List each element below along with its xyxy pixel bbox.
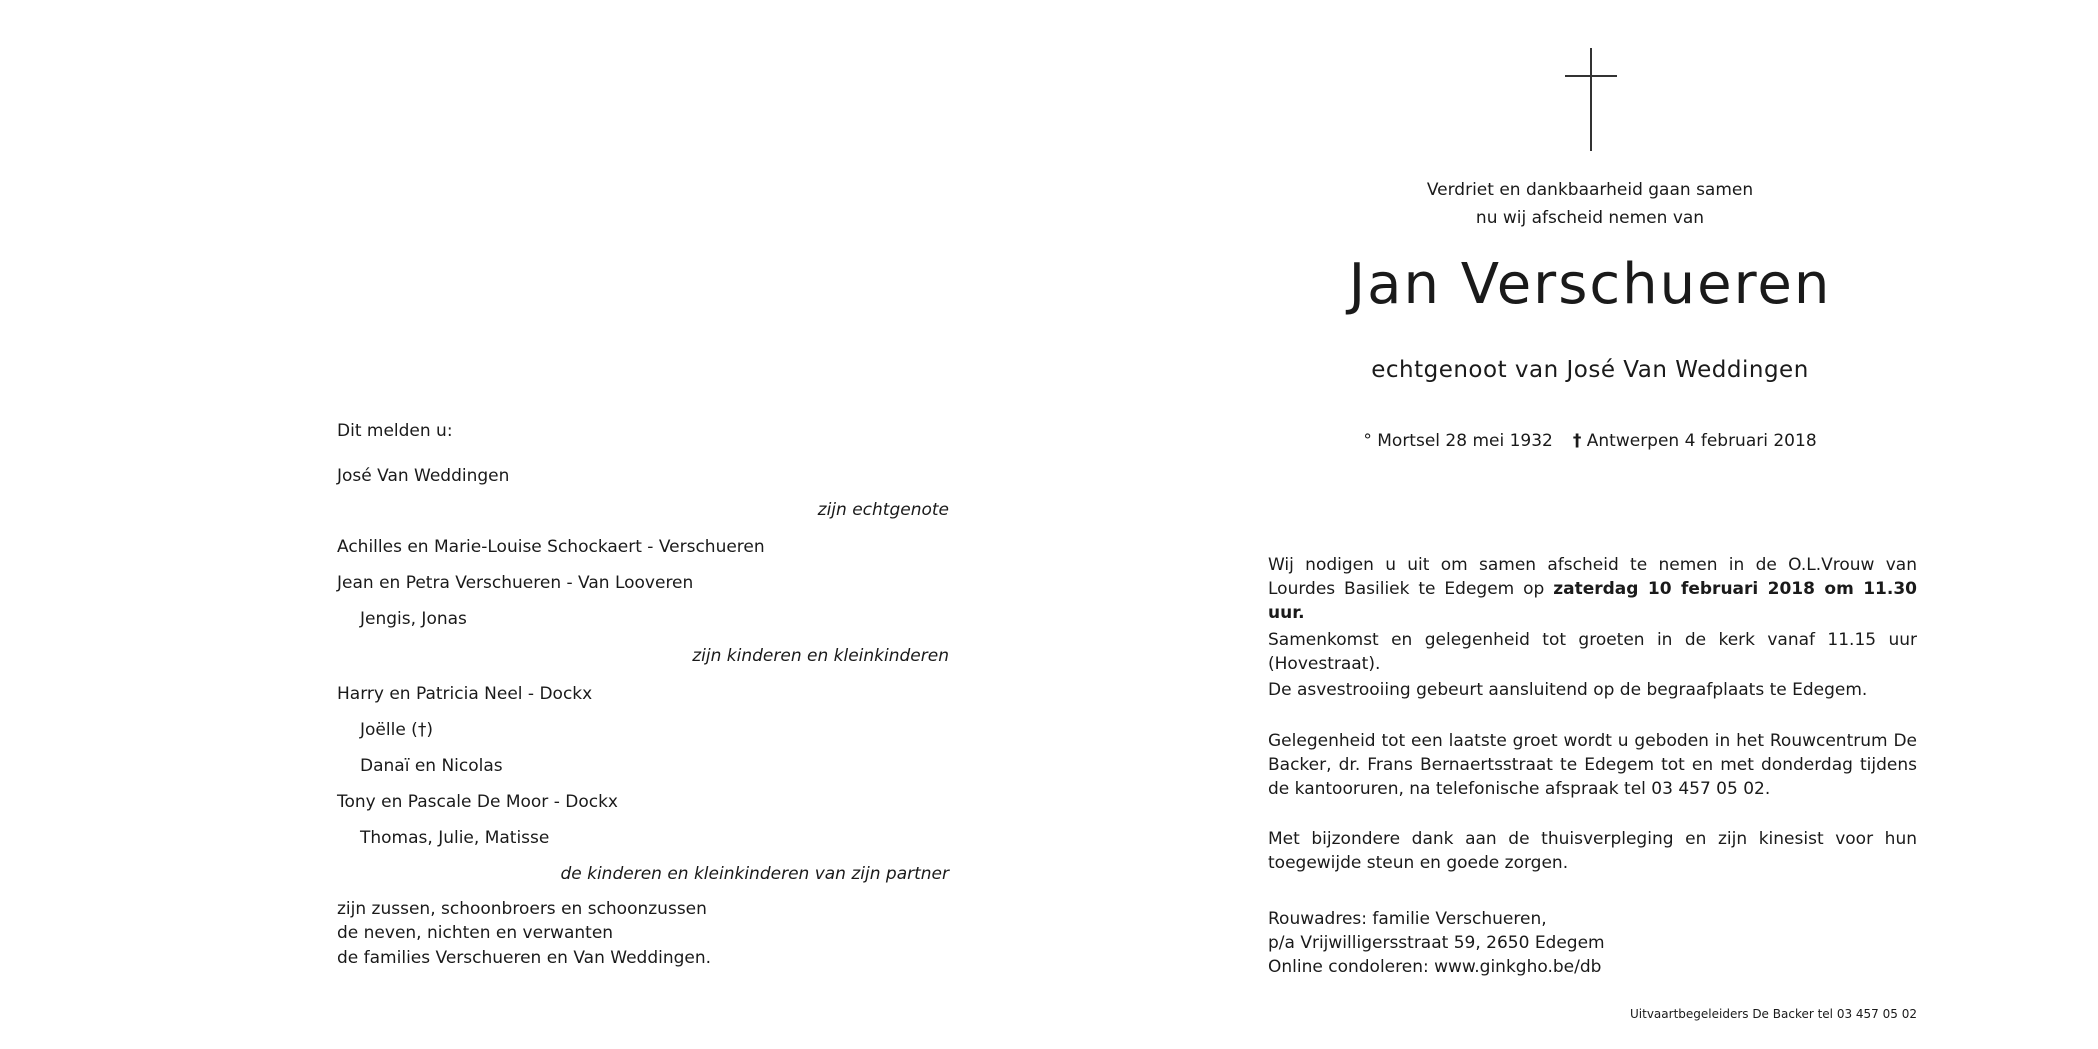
birth-date: ° Mortsel 28 mei 1932 [1363, 431, 1553, 451]
farewell-text: Gelegenheid tot een laatste groet wordt u geboden in het Rouwcentrum De Backer, dr. Frans Bernaertsstraat te Edegem tot en met donderdag tijdens de kantooruren, na telefonische afspraak tel 03 457 05 02. [1268, 731, 1917, 799]
ashes-text: De asvestrooiing gebeurt aansluitend op de begraafplaats te Edegem. [1268, 680, 1868, 700]
family-member: Achilles en Marie-Louise Schockaert - Verschueren [337, 537, 765, 557]
family-member: Jean en Petra Verschueren - Van Looveren [337, 573, 694, 593]
grandchildren: Thomas, Julie, Matisse [360, 828, 550, 848]
family-member: José Van Weddingen [337, 466, 510, 486]
latin-cross-icon [1565, 48, 1617, 151]
cross-vertical-bar [1590, 48, 1592, 151]
deceased-name: Jan Verschueren [1348, 252, 1832, 317]
grandchildren: Jengis, Jonas [360, 609, 467, 629]
ashes-paragraph [1268, 678, 1917, 702]
family-member: Harry en Patricia Neel - Dockx [337, 684, 593, 704]
thanks-paragraph [1268, 827, 1917, 875]
relationship-label: zijn kinderen en kleinkinderen [692, 646, 949, 666]
address-line: p/a Vrijwilligersstraat 59, 2650 Edegem [1268, 933, 1605, 953]
intro-line: Verdriet en dankbaarheid gaan samen [1426, 180, 1754, 200]
mourning-address [1268, 907, 1605, 979]
relationship-label: zijn echtgenote [817, 500, 949, 520]
cross-horizontal-bar [1565, 75, 1617, 77]
spouse-line: echtgenoot van José Van Weddingen [1371, 357, 1809, 383]
notify-intro: Dit melden u: [337, 421, 453, 441]
grandchildren: Joëlle (†) [360, 720, 433, 740]
right-page [1049, 0, 2098, 1049]
invitation-text: Wij nodigen u uit om samen afscheid te nemen in de O.L.Vrouw van Lourdes Basiliek te Edegem op [1268, 555, 1917, 599]
extended-family: de neven, nichten en verwanten [337, 923, 614, 943]
funeral-director-footer: Uitvaartbegeleiders De Backer tel 03 457 05 02 [1630, 1007, 1917, 1021]
invitation-paragraph [1268, 553, 1917, 625]
extended-family: zijn zussen, schoonbroers en schoonzussen [337, 899, 707, 919]
intro-line: nu wij afscheid nemen van [1475, 208, 1705, 228]
gathering-paragraph [1268, 628, 1917, 676]
extended-family: de families Verschueren en Van Weddingen. [337, 948, 712, 968]
condolence-link[interactable]: Online condoleren: www.ginkgho.be/db [1268, 957, 1602, 977]
ceremony-datetime: zaterdag 10 februari 2018 om 11.30 uur. [1268, 579, 1917, 623]
relationship-label: de kinderen en kleinkinderen van zijn partner [560, 864, 949, 884]
life-dates [1180, 429, 2000, 453]
intro-text [1180, 176, 2000, 232]
gathering-text: Samenkomst en gelegenheid tot groeten in de kerk vanaf 11.15 uur (Hovestraat). [1268, 630, 1917, 674]
thanks-text: Met bijzondere dank aan de thuisverpleging en zijn kinesist voor hun toegewijde steun en goede zorgen. [1268, 829, 1917, 873]
grandchildren: Danaï en Nicolas [360, 756, 503, 776]
family-member: Tony en Pascale De Moor - Dockx [337, 792, 618, 812]
address-line: Rouwadres: familie Verschueren, [1268, 909, 1547, 929]
farewell-paragraph [1268, 729, 1917, 801]
death-date: Antwerpen 4 februari 2018 [1586, 431, 1817, 451]
dagger-icon: † [1572, 431, 1582, 451]
